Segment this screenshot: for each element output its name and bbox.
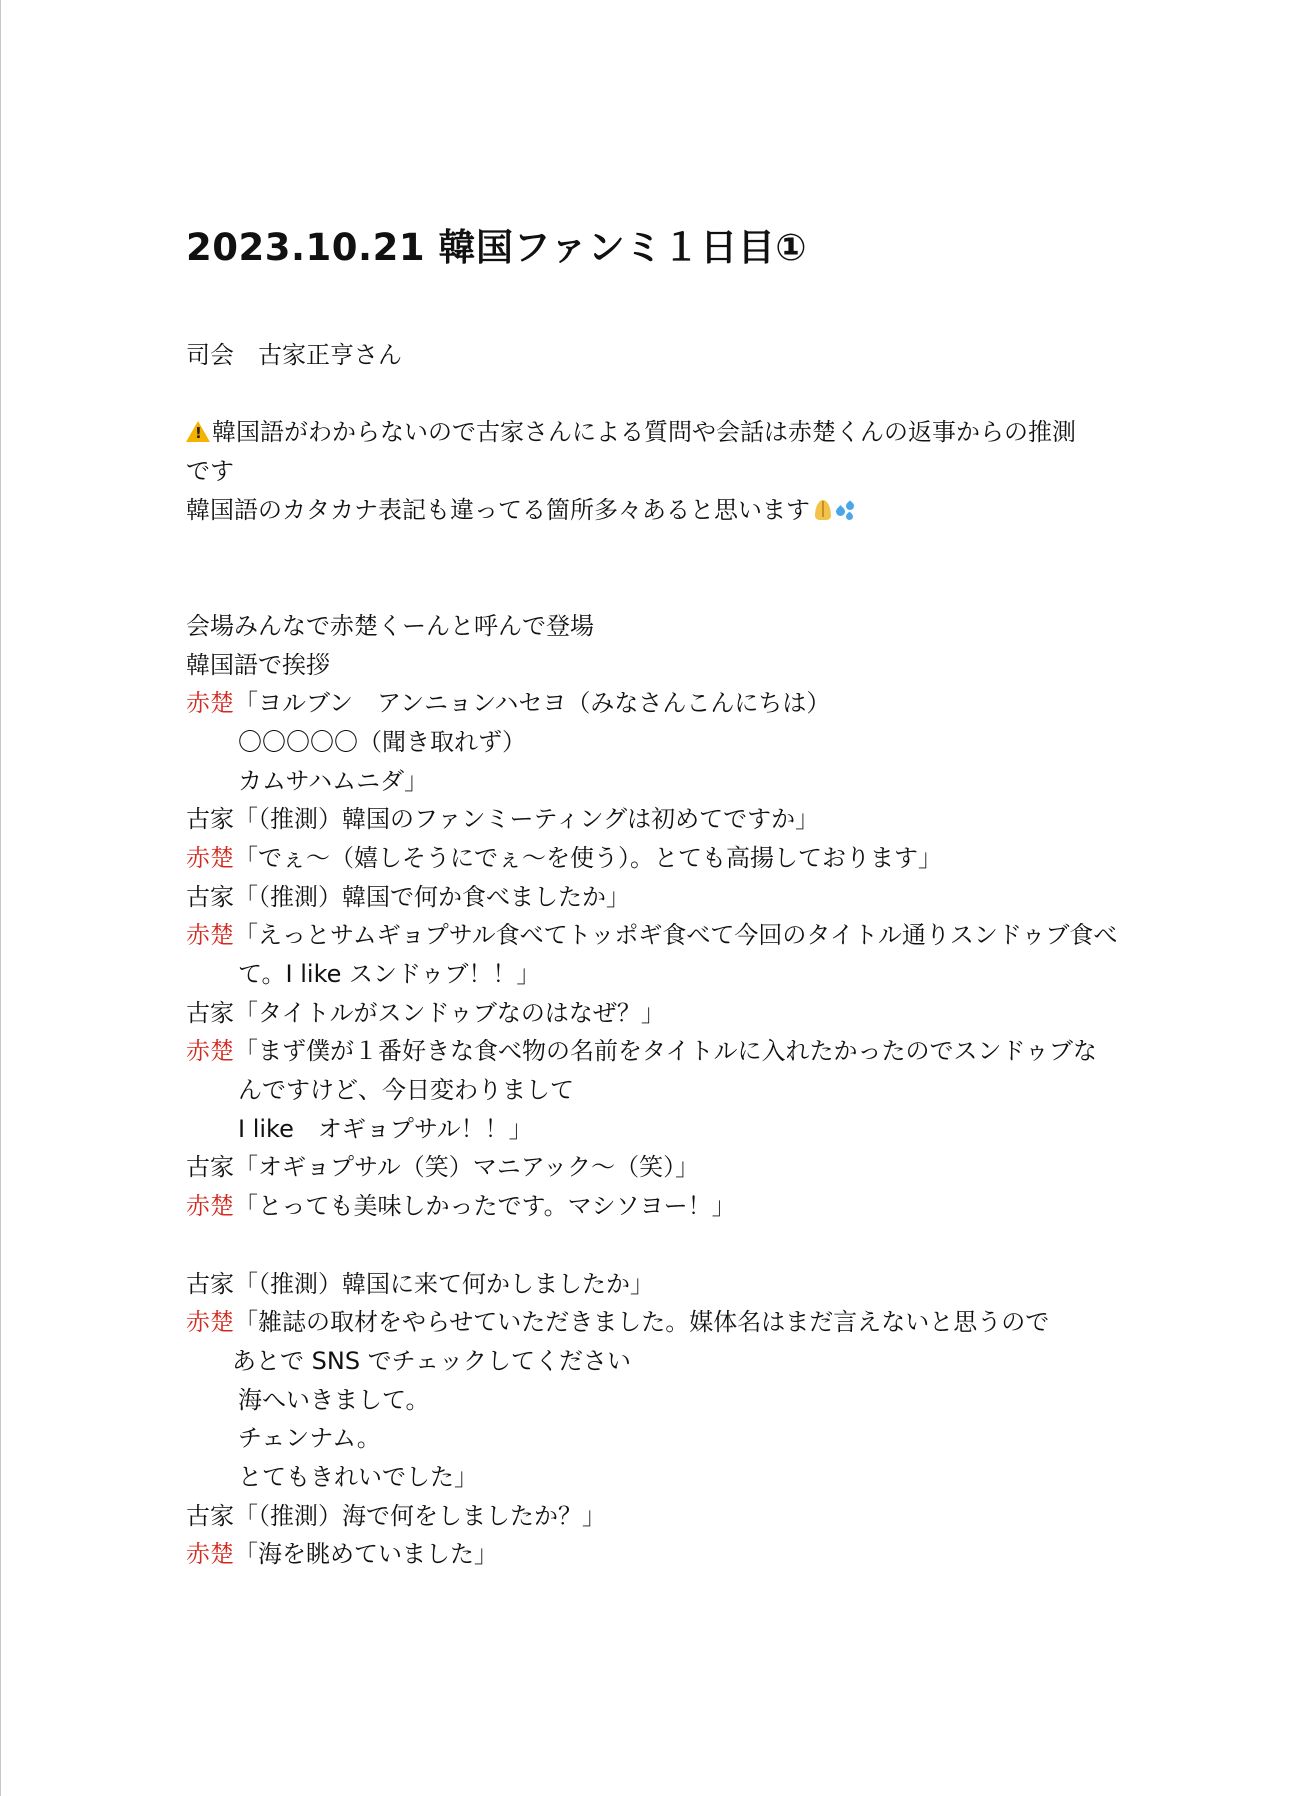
speaker-furuya: 古家 (186, 1269, 234, 1298)
notice-line-3 (186, 491, 1126, 530)
utterance: 「ヨルブン アンニョンハセヨ（みなさんこんにちは） (234, 689, 831, 718)
dialogue-line (186, 994, 1126, 1033)
intro-line-1: 会場みんなで赤楚くーんと呼んで登場 (186, 611, 594, 640)
speaker-akaso: 赤楚 (186, 1192, 234, 1221)
intro-line-2: 韓国語で挨拶 (186, 650, 330, 679)
utterance: 「でぇ～（嬉しそうにでぇ～を使う）。とても高揚しております」 (234, 843, 942, 872)
notice-text-3: 韓国語のカタカナ表記も違ってる箇所多々あると思います (186, 495, 810, 524)
dialogue-continuation: て。I like スンドゥブ！！」 (238, 960, 541, 989)
utterance: 「（推測）韓国に来て何かしましたか」 (234, 1269, 654, 1298)
warning-icon (186, 421, 210, 442)
utterance: 「（推測）韓国で何か食べましたか」 (234, 882, 630, 911)
speaker-akaso: 赤楚 (186, 1540, 234, 1569)
dialogue-continuation: チェンナム。 (238, 1424, 381, 1453)
speaker-furuya: 古家 (186, 882, 234, 911)
speaker-akaso: 赤楚 (186, 843, 234, 872)
utterance: 「えっとサムギョプサル食べてトッポギ食べて今回のタイトル通りスンドゥブ食べ (234, 921, 1118, 950)
dialogue-continuation: 〇〇〇〇〇（聞き取れず） (238, 727, 526, 756)
dialogue-line (186, 1535, 1126, 1574)
notice-line-2: です (186, 457, 234, 486)
speaker-furuya: 古家 (186, 805, 234, 834)
sweat-drops-icon (834, 498, 856, 522)
dialogue-line (186, 1265, 1126, 1304)
speaker-akaso: 赤楚 (186, 1308, 234, 1337)
dialogue-line (186, 1148, 1126, 1187)
speaker-furuya: 古家 (186, 1153, 234, 1182)
notice-line-1 (186, 413, 1126, 452)
dialogue-line (186, 839, 1126, 878)
utterance: 「（推測）海で何をしましたか？」 (234, 1501, 606, 1530)
dialogue-line (186, 1187, 1126, 1226)
dialogue-line (186, 1032, 1126, 1071)
dialogue-continuation: カムサハムニダ」 (238, 766, 429, 795)
speaker-akaso: 赤楚 (186, 1037, 234, 1066)
speaker-akaso: 赤楚 (186, 689, 234, 718)
dialogue-line (186, 800, 1126, 839)
utterance: 「オギョプサル（笑）マニアック～（笑）」 (234, 1153, 700, 1182)
page-edge (0, 0, 1, 1796)
utterance: 「（推測）韓国のファンミーティングは初めてですか」 (234, 805, 820, 834)
dialogue-continuation: 海へいきまして。 (238, 1385, 430, 1414)
page-title: 2023.10.21 韓国ファンミ１日目① (186, 226, 808, 269)
utterance: 「まず僕が１番好きな食べ物の名前をタイトルに入れたかったのでスンドゥブな (234, 1037, 1097, 1066)
utterance: 「とっても美味しかったです。マシソヨー！」 (234, 1192, 736, 1221)
dialogue-line (186, 684, 1126, 723)
dialogue-line (186, 1303, 1126, 1342)
dialogue-continuation: んですけど、今日変わりまして (238, 1076, 574, 1105)
dialogue-line (186, 878, 1126, 917)
dialogue-continuation: あとで SNS でチェックしてください (232, 1346, 631, 1375)
host-line: 司会 古家正亨さん (186, 341, 402, 369)
document-body (186, 218, 1126, 1574)
notice-text-1: 韓国語がわからないので古家さんによる質問や会話は赤楚くんの返事からの推測 (212, 418, 1076, 447)
utterance: 「海を眺めていました」 (234, 1540, 498, 1569)
speaker-akaso: 赤楚 (186, 921, 234, 950)
dialogue-continuation: I like オギョプサル！！」 (238, 1114, 533, 1143)
speaker-furuya: 古家 (186, 998, 234, 1027)
dialogue-line (186, 1497, 1126, 1536)
speaker-furuya: 古家 (186, 1501, 234, 1530)
utterance: 「タイトルがスンドゥブなのはなぜ？」 (234, 998, 665, 1027)
utterance: 「雑誌の取材をやらせていただきました。媒体名はまだ言えないと思うので (234, 1308, 1050, 1337)
dialogue-continuation: とてもきれいでした」 (238, 1462, 478, 1491)
dialogue-line (186, 916, 1126, 955)
folded-hands-icon (812, 498, 834, 522)
